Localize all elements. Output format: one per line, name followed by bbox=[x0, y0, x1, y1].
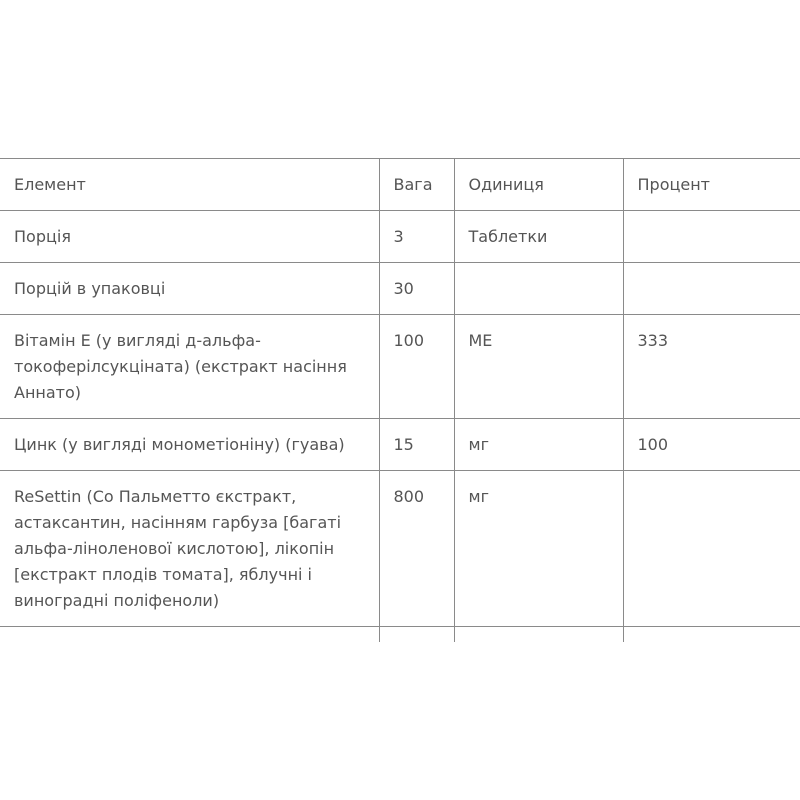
cell-unit bbox=[454, 263, 623, 315]
cell-element bbox=[0, 627, 379, 643]
nutrition-table-container bbox=[0, 158, 800, 642]
cell-percent bbox=[623, 211, 800, 263]
table-row bbox=[0, 315, 800, 419]
cell-weight: 100 bbox=[379, 315, 454, 419]
table-header-row bbox=[0, 159, 800, 211]
table-row bbox=[0, 627, 800, 643]
header-element: Елемент bbox=[0, 159, 379, 211]
cell-weight: 3 bbox=[379, 211, 454, 263]
cell-element: Вітамін E (у вигляді д-альфа-токоферілсукціната) (екстракт насіння Аннато) bbox=[0, 315, 379, 419]
cell-unit: мг bbox=[454, 419, 623, 471]
cell-percent bbox=[623, 627, 800, 643]
cell-weight: 800 bbox=[379, 471, 454, 627]
cell-weight bbox=[379, 627, 454, 643]
table-row bbox=[0, 263, 800, 315]
cell-element: Порція bbox=[0, 211, 379, 263]
cell-unit bbox=[454, 627, 623, 643]
cell-percent: 333 bbox=[623, 315, 800, 419]
cell-percent bbox=[623, 471, 800, 627]
table-row bbox=[0, 211, 800, 263]
cell-element: ReSettin (Со Пальметто єкстракт, астаксантин, насінням гарбуза [багаті альфа-ліноленової кислотою], лікопін [екстракт плодів томата], яблучні і виноградні поліфеноли) bbox=[0, 471, 379, 627]
cell-percent bbox=[623, 263, 800, 315]
cell-weight: 15 bbox=[379, 419, 454, 471]
nutrition-table bbox=[0, 158, 800, 642]
table-row bbox=[0, 471, 800, 627]
header-unit: Одиниця bbox=[454, 159, 623, 211]
cell-percent: 100 bbox=[623, 419, 800, 471]
cell-unit: Таблетки bbox=[454, 211, 623, 263]
cell-weight: 30 bbox=[379, 263, 454, 315]
header-weight: Вага bbox=[379, 159, 454, 211]
cell-unit: мг bbox=[454, 471, 623, 627]
cell-unit: МЕ bbox=[454, 315, 623, 419]
table-row bbox=[0, 419, 800, 471]
cell-element: Цинк (у вигляді монометіоніну) (гуава) bbox=[0, 419, 379, 471]
header-percent: Процент bbox=[623, 159, 800, 211]
cell-element: Порцій в упаковці bbox=[0, 263, 379, 315]
